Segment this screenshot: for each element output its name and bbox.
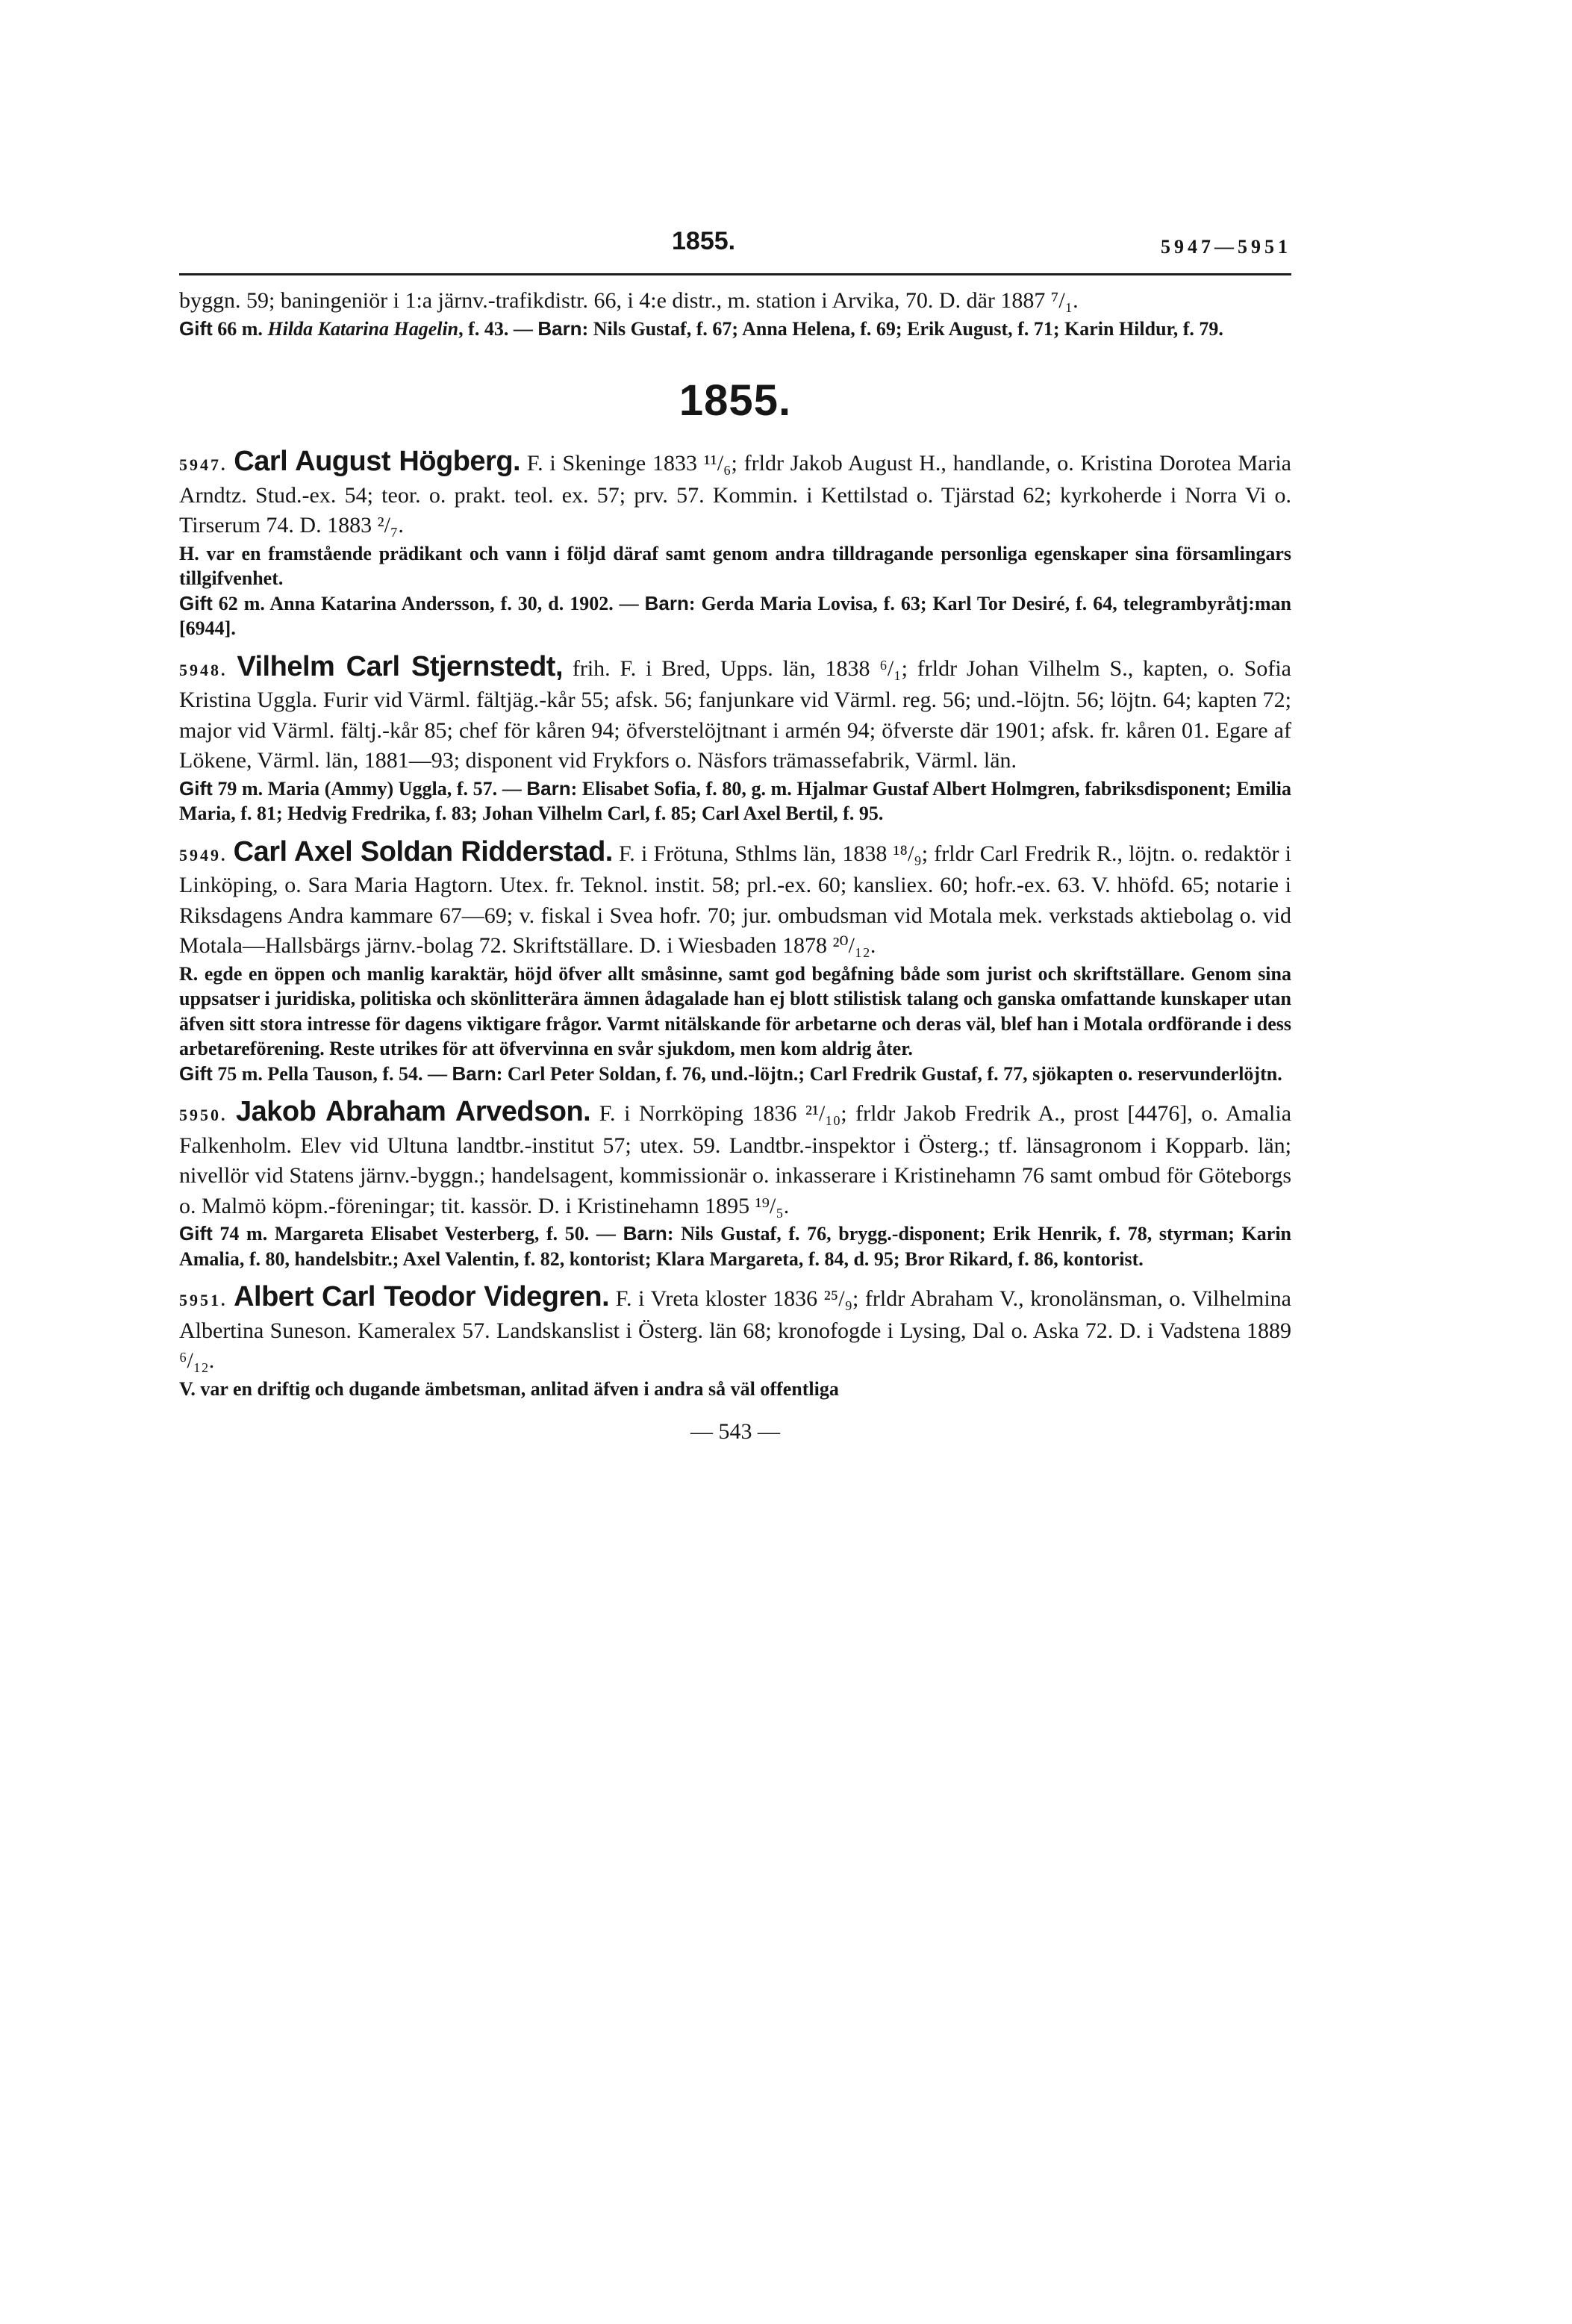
barn-label: Barn <box>537 317 582 340</box>
continued-entry <box>179 286 1291 341</box>
entry-number: 5947. <box>179 455 228 474</box>
family-line: Gift 75 m. Pella Tauson, f. 54. — Barn: Carl Peter Soldan, f. 76, und.-löjtn.; Carl Fredrik Gustaf, f. 77, sjökapten o. reservunderlöjtn. <box>179 1062 1282 1085</box>
continued-family: Gift 66 m. Hilda Katarina Hagelin, f. 43. — Barn: Nils Gustaf, f. 67; Anna Helena, f. 69; Erik August, f. 71; Karin Hildur, f. 79. <box>179 317 1223 340</box>
running-header <box>179 224 1291 275</box>
family-line: Gift 79 m. Maria (Ammy) Uggla, f. 57. — Barn: Elisabet Sofia, f. 80, g. m. Hjalmar Gustaf Albert Holmgren, fabriksdisponent; Emilia Maria, f. 81; Hedvig Fredrika, f. 83; Johan Vilhelm Carl, f. 85; Carl Axel Bertil, f. 95. <box>179 776 1291 824</box>
page-number: — 543 — <box>690 1419 780 1444</box>
section-year: 1855. <box>679 376 792 425</box>
person-name: Carl Axel Soldan Ridderstad. <box>233 835 613 867</box>
biography: F. i Frötuna, Sthlms län, 1838 ¹⁸/₉; frldr Carl Fredrik R., löjtn. o. redaktör i Linköping, o. Sara Maria Hagtorn. Utex. fr. Teknol. instit. 58; prl.-ex. 60; kansliex. 60; hofr.-ex. 63. V. hhöfd. 65; notarie i Riksdagens Andra kammare 67—69; v. fiskal i Svea hofr. 70; jur. ombudsman vid Motala mek. verkstads aktiebolag o. vid Motala—Hallsbärgs järnv.-bolag 72. Skriftställare. D. i Wiesbaden 1878 ²⁰/₁₂. <box>179 841 1291 958</box>
entry-number: 5950. <box>179 1106 228 1124</box>
entry-note: H. var en framstående prädikant och vann i följd däraf samt genom andra tilldragande personliga egenskaper sina församlingars tillgifvenhet. <box>179 542 1291 589</box>
family-line: Gift 62 m. Anna Katarina Andersson, f. 30, d. 1902. — Barn: Gerda Maria Lovisa, f. 63; Karl Tor Desiré, f. 64, telegrambyråtj:man [6944]. <box>179 591 1291 639</box>
entry-note: R. egde en öppen och manlig karaktär, höjd öfver allt småsinne, samt god begåfning både som jurist och skriftställare. Genom sina uppsatser i juridiska, politiska och skönlitterära ämnen ådagalade han ej blott stilistisk talang och ganska omfattande kunskaper utan äfven sitt stora intresse för dagens viktigare frågor. Varmt nitälskande för arbetarne och deras väl, blef han i Motala ordförande i dess arbetareförening. Reste utrikes för att öfvervinna en svår sjukdom, men kom aldrig åter. <box>179 962 1291 1059</box>
entry-5949 <box>179 837 1291 1087</box>
header-entry-range: 5947—5951 <box>1161 236 1291 258</box>
biography: frih. F. i Bred, Upps. län, 1838 ⁶/₁; frldr Johan Vilhelm S., kapten, o. Sofia Kristina Uggla. Furir vid Värml. fältjäg.-kår 55; afsk. 56; fanjunkare vid Värml. reg. 56; und.-löjtn. 56; löjtn. 64; kapten 72; major vid Värml. fältj.-kår 85; chef för kåren 94; öfverstelöjtnant i armén 94; öfverste där 1901; afsk. fr. kåren 01. Egare af Lökene, Värml. län, 1881—93; disponent vid Frykfors o. Näsfors trämassefabrik, Värml. län. <box>179 655 1292 773</box>
entry-5947 <box>179 446 1291 641</box>
entry-5950 <box>179 1097 1291 1271</box>
entry-number: 5951. <box>179 1291 228 1309</box>
children-list: : Nils Gustaf, f. 67; Anna Helena, f. 69; Erik August, f. 71; Karin Hildur, f. 79. <box>581 317 1223 340</box>
entry-5948 <box>179 652 1291 826</box>
continued-bio: byggn. 59; baningeniör i 1:a järnv.-trafikdistr. 66, i 4:e distr., m. station i Arvika, 70. D. där 1887 ⁷/₁. <box>179 288 1079 313</box>
person-name: Vilhelm Carl Stjernstedt, <box>237 650 564 682</box>
person-name: Albert Carl Teodor Videgren. <box>234 1281 610 1312</box>
entry-number: 5948. <box>179 660 228 679</box>
gift-label: Gift <box>179 317 213 340</box>
book-page <box>179 224 1291 1445</box>
person-name: Jakob Abraham Arvedson. <box>236 1096 591 1127</box>
biography: F. i Vreta kloster 1836 ²⁵/₉; frldr Abraham V., kronolänsman, o. Vilhelmina Albertina Suneson. Kameralex 57. Landskanslist i Österg. län 68; kronofogde i Lysing, Dal o. Aska 72. D. i Vadstena 1889 ⁶/₁₂. <box>179 1286 1291 1373</box>
entry-5951 <box>179 1282 1291 1401</box>
entry-note: V. var en driftig och dugande ämbetsman, anlitad äfven i andra så väl offentliga <box>179 1377 839 1400</box>
biography: F. i Skeninge 1833 ¹¹/₆; frldr Jakob August H., handlande, o. Kristina Dorotea Maria Arndtz. Stud.-ex. 54; teor. o. prakt. teol. ex. 57; prv. 57. Kommin. i Kettilstad o. Tjärstad 62; kyrkoherde i Norra Vi o. Tirserum 74. D. 1883 ²/₇. <box>179 451 1291 538</box>
spouse-name: Hilda Katarina Hagelin <box>267 317 459 340</box>
person-name: Carl August Högberg. <box>234 446 521 477</box>
header-year: 1855. <box>672 227 736 255</box>
entry-number: 5949. <box>179 845 228 865</box>
family-line: Gift 74 m. Margareta Elisabet Vesterberg, f. 50. — Barn: Nils Gustaf, f. 76, brygg.-disponent; Erik Henrik, f. 78, styrman; Karin Amalia, f. 80, handelsbitr.; Axel Valentin, f. 82, kontorist; Klara Margareta, f. 84, d. 95; Bror Rikard, f. 86, kontorist. <box>179 1222 1291 1270</box>
entries <box>179 446 1291 1401</box>
biography: F. i Norrköping 1836 ²¹/₁₀; frldr Jakob Fredrik A., prost [4476], o. Amalia Falkenholm. Elev vid Ultuna landtbr.-institut 57; utex. 59. Landtbr.-inspektor i Österg.; tf. länsagronom i Kopparb. län; nivellör vid Statens järnv.-byggn.; handelsagent, kommissionär o. inkasserare i Kristinehamn 76 samt ombud för Göteborgs o. Malmö köpm.-föreningar; tit. kassör. D. i Kristinehamn 1895 ¹⁹/₅. <box>179 1101 1292 1218</box>
